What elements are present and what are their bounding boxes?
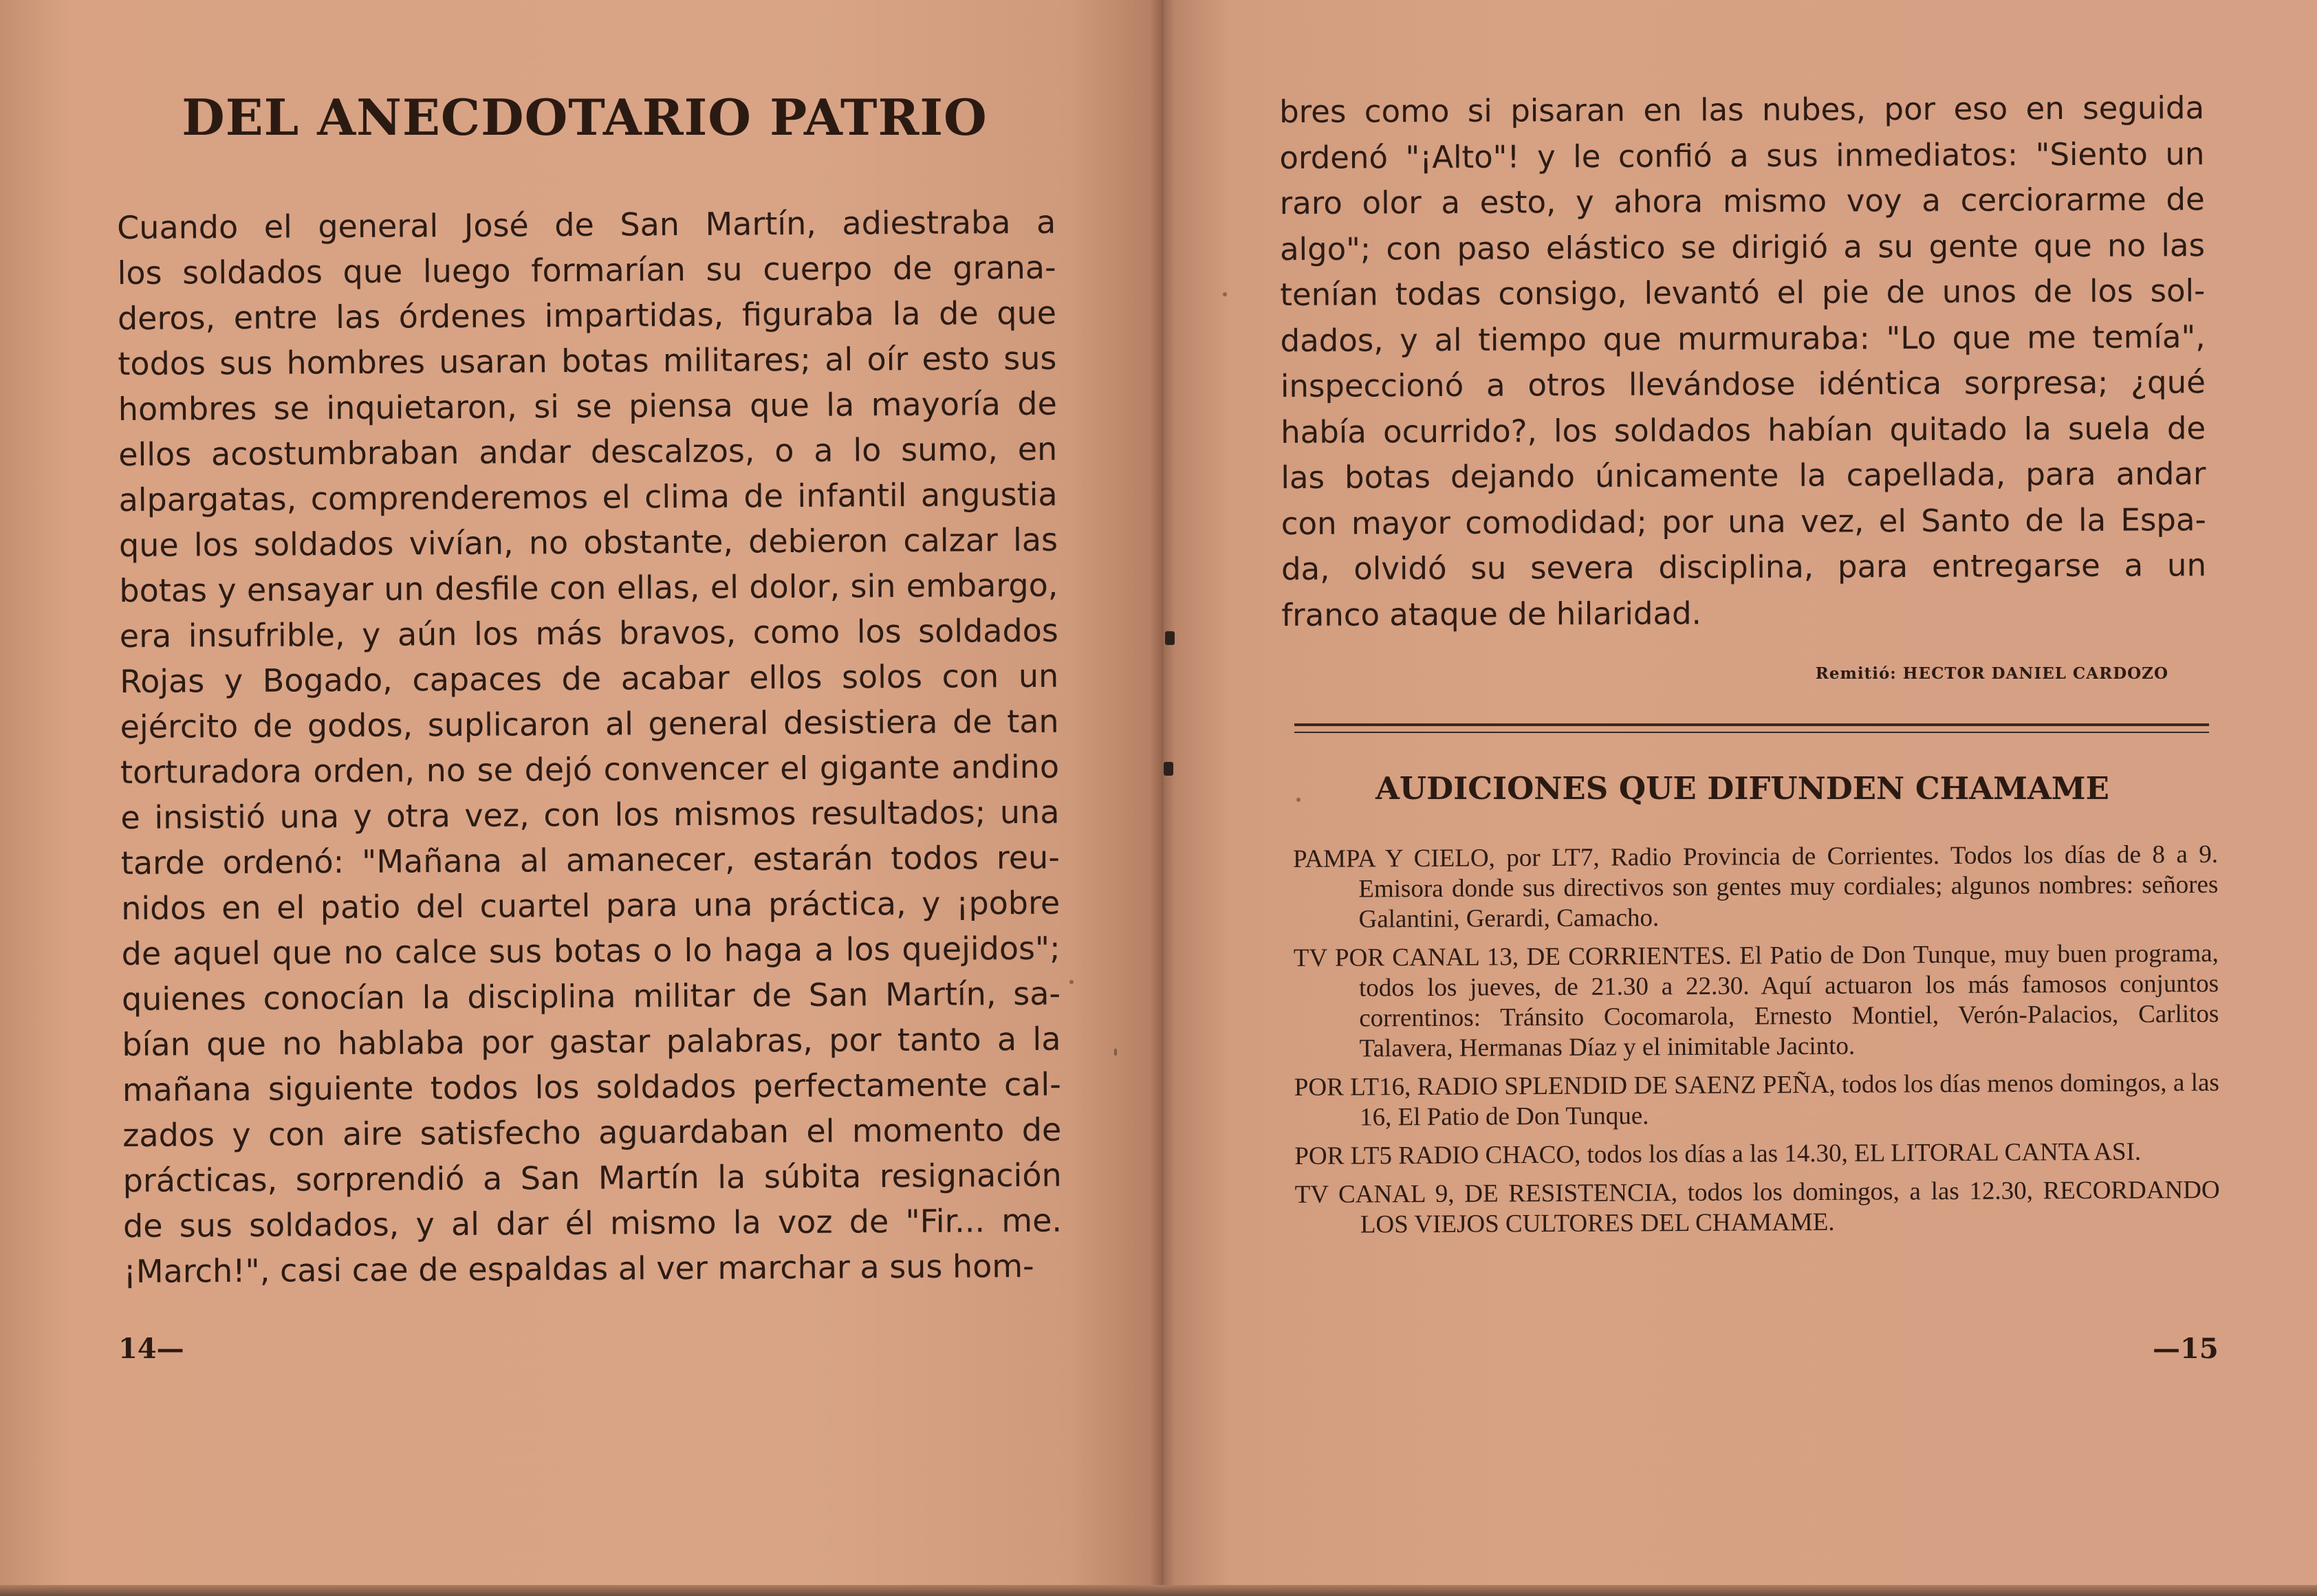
text-line: ejército de godos, suplicaron al general desistiera de tan	[120, 702, 1059, 745]
text-line: los soldados que luego formarían su cuerpo de grana-	[117, 248, 1056, 292]
text-line: torturadora orden, no se dejó convencer el gigante andino	[120, 747, 1060, 791]
paper-speck	[1069, 980, 1074, 984]
text-line: de sus soldados, y al dar él mismo la voz de "Fir... me.	[122, 1201, 1063, 1245]
audiciones-title: AUDICIONES QUE DIFUNDEN CHAMAME	[1375, 770, 2109, 807]
staple-bottom	[1164, 762, 1173, 776]
text-line: con mayor comodidad; por una vez, el Santo de la Espa-	[1281, 501, 2206, 542]
text-line: ellos acostumbraban andar descalzos, o a lo sumo, en	[118, 430, 1058, 473]
bottom-edge	[0, 1585, 2317, 1596]
text-line: botas y ensayar un desfile con ellas, el dolor, sin embargo,	[119, 566, 1058, 609]
text-line: zados y con aire satisfecho aguardaban el momento de	[122, 1111, 1062, 1154]
text-line: tenían todas consigo, levantó el pie de unos de los sol-	[1280, 272, 2206, 313]
text-line: inspeccionó a otros llevándose idéntica sorpresa; ¿qué	[1280, 364, 2206, 404]
sender-credit: Remitió: HECTOR DANIEL CARDOZO	[1815, 664, 2168, 683]
page-number-left: 14—	[118, 1333, 184, 1365]
text-line: que los soldados vivían, no obstante, debieron calzar las	[118, 521, 1058, 564]
text-line: de aquel que no calce sus botas o lo haga a los quejidos";	[121, 929, 1060, 972]
text-line: raro olor a esto, y ahora mismo voy a cerciorarme de	[1279, 181, 2205, 221]
text-line: Rojas y Bogado, capaces de acabar ellos solos con un	[120, 657, 1059, 700]
radio-listings	[1293, 840, 2220, 1249]
text-line: alpargatas, comprenderemos el clima de infantil angustia	[118, 475, 1058, 518]
text-line: ordenó "¡Alto"! y le confió a sus inmediatos: "Siento un	[1279, 135, 2205, 176]
listing-item: POR LT16, RADIO SPLENDID DE SAENZ PEÑA, todos los días menos domingos, a las 16, El Patio de Don Tunque.	[1294, 1068, 2219, 1132]
text-line: nidos en el patio del cuartel para una práctica, y ¡pobre	[121, 884, 1060, 927]
page-number-right: —15	[2153, 1333, 2219, 1365]
paper-speck	[1223, 292, 1227, 296]
listing-item: TV CANAL 9, DE RESISTENCIA, todos los domingos, a las 12.30, RECORDANDO LOS VIEJOS CULTORES DEL CHAMAME.	[1294, 1175, 2220, 1239]
left-page-title: DEL ANECDOTARIO PATRIO	[182, 88, 988, 146]
text-line: dados, y al tiempo que murmuraba: "Lo que me temía",	[1280, 318, 2206, 359]
text-line: prácticas, sorprendió a San Martín la súbita resignación	[122, 1156, 1062, 1199]
staple-top	[1165, 631, 1175, 645]
text-line: franco ataque de hilaridad.	[1281, 594, 1702, 633]
text-line: Cuando el general José de San Martín, adiestraba a	[117, 203, 1056, 246]
text-line: deros, entre las órdenes impartidas, figuraba la de que	[117, 294, 1057, 337]
text-line: e insistió una y otra vez, con los mismos resultados; una	[120, 793, 1060, 836]
section-divider	[1294, 723, 2209, 733]
text-line: ¡March!", casi cae de espaldas al ver marchar a sus hom-	[123, 1247, 1034, 1290]
listing-item: TV POR CANAL 13, DE CORRIENTES. El Patio de Don Tunque, muy buen programa, todos los jueves, de 21.30 a 22.30. Aquí actuaron los más famosos conjuntos correntinos: Tránsito Cocomarola, Ernesto Montiel, Verón-Palacios, Carlitos Talavera, Hermanas Díaz y el inimitable Jacinto.	[1293, 939, 2219, 1063]
text-line: quienes conocían la disciplina militar de San Martín, sa-	[121, 974, 1061, 1018]
text-line: tarde ordenó: "Mañana al amanecer, estarán todos reu-	[120, 838, 1060, 882]
anecdote-text	[117, 199, 1063, 1294]
paper-speck	[1114, 1049, 1117, 1056]
text-line: bres como si pisaran en las nubes, por eso en seguida	[1279, 89, 2205, 130]
text-line: había ocurrido?, los soldados habían quitado la suela de	[1281, 409, 2206, 450]
text-line: mañana siguiente todos los soldados perfectamente cal-	[122, 1065, 1062, 1108]
paper-speck	[1296, 798, 1301, 802]
text-line: las botas dejando únicamente la capellada, para andar	[1281, 455, 2206, 496]
text-line: era insufrible, y aún los más bravos, como los soldados	[119, 611, 1058, 655]
text-line: da, olvidó su severa disciplina, para entregarse a un	[1281, 547, 2207, 587]
text-line: todos sus hombres usaran botas militares; al oír esto sus	[118, 339, 1057, 382]
anecdote-continuation-text	[1279, 85, 2206, 638]
text-line: bían que no hablaba por gastar palabras, por tanto a la	[122, 1020, 1061, 1063]
listing-item: PAMPA Y CIELO, por LT7, Radio Provincia de Corrientes. Todos los días de 8 a 9. Emisora donde sus directivos son gentes muy cordiales; algunos nombres: señores Galantini, Gerardi, Camacho.	[1293, 840, 2219, 934]
text-line: hombres se inquietaron, si se piensa que la mayoría de	[118, 384, 1057, 428]
text-line: algo"; con paso elástico se dirigió a su gente que no las	[1279, 226, 2206, 267]
book-spine	[1150, 0, 1175, 1596]
listing-item: POR LT5 RADIO CHACO, todos los días a las 14.30, EL LITORAL CANTA ASI.	[1294, 1137, 2142, 1170]
